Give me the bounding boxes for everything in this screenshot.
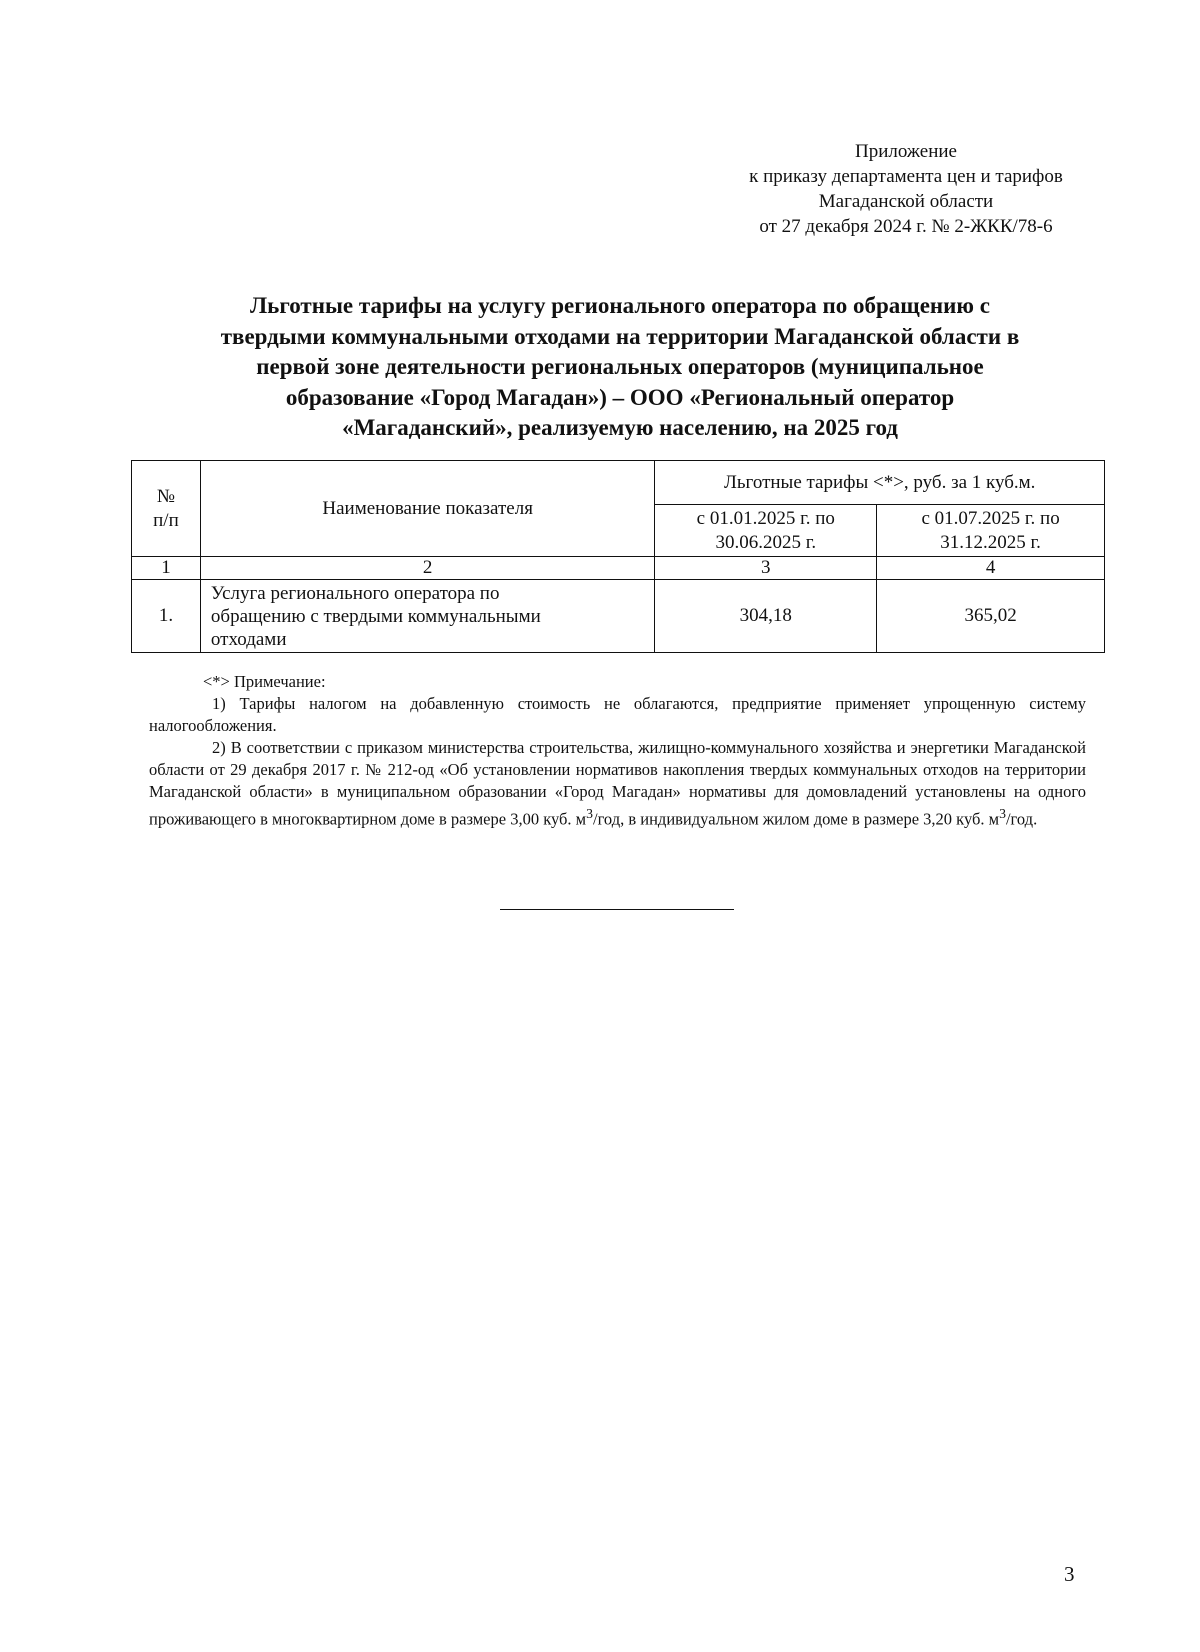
notes-header: <*> Примечание: [203, 672, 326, 691]
page-number: 3 [1064, 1562, 1075, 1586]
header-cell-period-1 [655, 505, 877, 557]
title-line: первой зоне деятельности региональных операторов (муниципальное [256, 354, 984, 379]
superscript: 3 [586, 806, 593, 821]
period-1-start: с 01.01.2025 г. по [696, 507, 835, 529]
tariff-table [131, 460, 1105, 653]
row-name [200, 580, 654, 653]
appendix-line: к приказу департамента цен и тарифов [749, 166, 1063, 187]
note-2 [149, 737, 1086, 831]
period-2-start: с 01.07.2025 г. по [921, 507, 1060, 529]
header-no-symbol: № [156, 485, 176, 507]
title-line: «Магаданский», реализуемую населению, на 2025 год [342, 415, 898, 440]
period-2-end: 31.12.2025 г. [940, 531, 1041, 553]
column-number: 3 [655, 557, 877, 580]
note-2-text: 2) В соответствии с приказом министерства строительства, жилищно-коммунального хозяйства и энергетики Магаданской области от 29 декабря 2017 г. № 212-од «Об установлении нормативов накопления твердых коммунальных отходов на территории Магаданской области» в муниципальном образовании «Город Магадан» нормативы для домовладений установлены на одного проживающего в многоквартирном доме в размере 3,00 куб. м [149, 738, 1086, 829]
header-cell-period-2 [877, 505, 1105, 557]
column-number: 4 [877, 557, 1105, 580]
appendix-line: Магаданской области [818, 191, 994, 212]
header-cell-number [132, 461, 201, 557]
row-name-line: обращению с твердыми коммунальными [210, 605, 541, 627]
row-number: 1. [132, 580, 201, 653]
title-line: образование «Город Магадан») – ООО «Региональный оператор [285, 384, 955, 410]
row-value-period-1: 304,18 [655, 580, 877, 653]
column-number: 2 [200, 557, 654, 580]
header-no-abbrev: п/п [153, 509, 179, 531]
header-cell-tariffs: Льготные тарифы <*>, руб. за 1 куб.м. [655, 461, 1105, 505]
appendix-line: от 27 декабря 2024 г. № 2-ЖКК/78-6 [759, 216, 1053, 237]
title-line: твердыми коммунальными отходами на территории Магаданской области в [220, 323, 1020, 349]
column-number: 1 [132, 557, 201, 580]
table-header-row [132, 461, 1105, 505]
note-1: 1) Тарифы налогом на добавленную стоимость не облагаются, предприятие применяет упрощенную систему налогообложения. [149, 694, 1086, 735]
period-1-end: 30.06.2025 г. [715, 531, 817, 553]
document-title [140, 291, 1100, 444]
appendix-line: Приложение [855, 141, 957, 162]
table-row [132, 580, 1105, 653]
row-value-period-2: 365,02 [877, 580, 1105, 653]
closing-rule [500, 909, 734, 910]
header-cell-name: Наименование показателя [200, 461, 654, 557]
column-number-row [132, 557, 1105, 580]
title-line: Льготные тарифы на услугу регионального оператора по обращению с [250, 293, 990, 318]
notes-block [149, 671, 1086, 831]
row-name-line: отходами [210, 628, 287, 650]
row-name-line: Услуга регионального оператора по [210, 582, 500, 604]
note-2-text: /год, в индивидуальном жилом доме в размере 3,20 куб. м [592, 809, 1000, 829]
appendix-block [706, 139, 1106, 239]
note-2-text: /год. [1005, 809, 1038, 829]
superscript: 3 [999, 806, 1006, 821]
